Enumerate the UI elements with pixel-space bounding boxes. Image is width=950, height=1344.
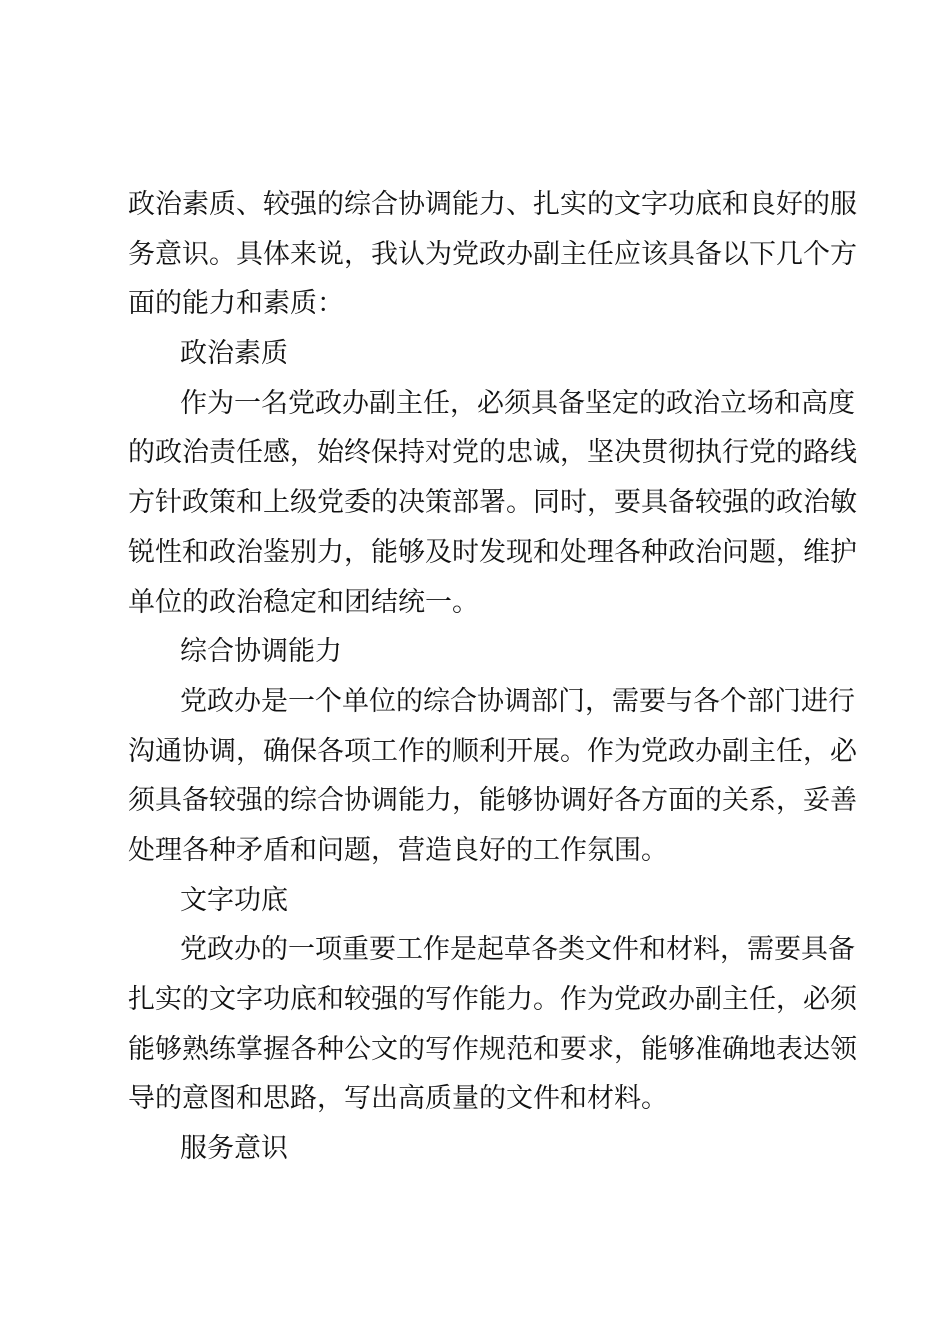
paragraph-line-indented: 党 政 办 是 一 个 单 位 的 综 合 协 调 部 门 ， 需 要 与 各 个 部 门 进 行	[180, 685, 855, 717]
paragraph-line: 锐 性 和 政 治 鉴 别 力 ， 能 够 及 时 发 现 和 处 理 各 种 政 治 问 题 ， 维 护	[128, 536, 857, 568]
document-body	[128, 180, 857, 1174]
paragraph-line-indented: 政治素质	[180, 338, 288, 370]
paragraph-line: 沟 通 协 调 ， 确 保 各 项 工 作 的 顺 利 开 展 。 作 为 党 政 办 副 主 任 ， 必	[128, 735, 857, 767]
paragraph-line: 方 针 政 策 和 上 级 党 委 的 决 策 部 署 。 同 时 ， 要 具 备 较 强 的 政 治 敏	[128, 487, 857, 519]
paragraph-line-indented: 党 政 办 的 一 项 重 要 工 作 是 起 草 各 类 文 件 和 材 料 ， 需 要 具 备	[180, 934, 855, 966]
paragraph-line-indented: 作 为 一 名 党 政 办 副 主 任 ， 必 须 具 备 坚 定 的 政 治 立 场 和 高 度	[180, 387, 855, 419]
paragraph-line-indented: 文字功底	[180, 884, 288, 916]
paragraph-line: 政 治 素 质 、 较 强 的 综 合 协 调 能 力 、 扎 实 的 文 字 功 底 和 良 好 的 服	[128, 189, 857, 220]
paragraph-line-indented: 综合协调能力	[180, 636, 342, 668]
paragraph-line: 务 意 识 。 具 体 来 说 ， 我 认 为 党 政 办 副 主 任 应 该 具 备 以 下 几 个 方	[128, 238, 857, 270]
paragraph-line: 面的能力和素质：	[128, 288, 344, 320]
paragraph-line: 须 具 备 较 强 的 综 合 协 调 能 力 ， 能 够 协 调 好 各 方 面 的 关 系 ， 妥 善	[128, 785, 857, 817]
paragraph-line: 的 政 治 责 任 感 ， 始 终 保 持 对 党 的 忠 诚 ， 坚 决 贯 彻 执 行 党 的 路 线	[128, 437, 857, 469]
paragraph-line-indented: 服务意识	[180, 1133, 288, 1165]
paragraph-line: 处理各种矛盾和问题，营造良好的工作氛围。	[128, 834, 668, 866]
paragraph-line: 单位的政治稳定和团结统一。	[128, 586, 479, 618]
paragraph-line: 扎 实 的 文 字 功 底 和 较 强 的 写 作 能 力 。 作 为 党 政 办 副 主 任 ， 必 须	[128, 984, 857, 1015]
paragraph-line: 能 够 熟 练 掌 握 各 种 公 文 的 写 作 规 范 和 要 求 ， 能 够 准 确 地 表 达 领	[128, 1033, 857, 1065]
paragraph-line: 导的意图和思路，写出高质量的文件和材料。	[128, 1083, 668, 1115]
